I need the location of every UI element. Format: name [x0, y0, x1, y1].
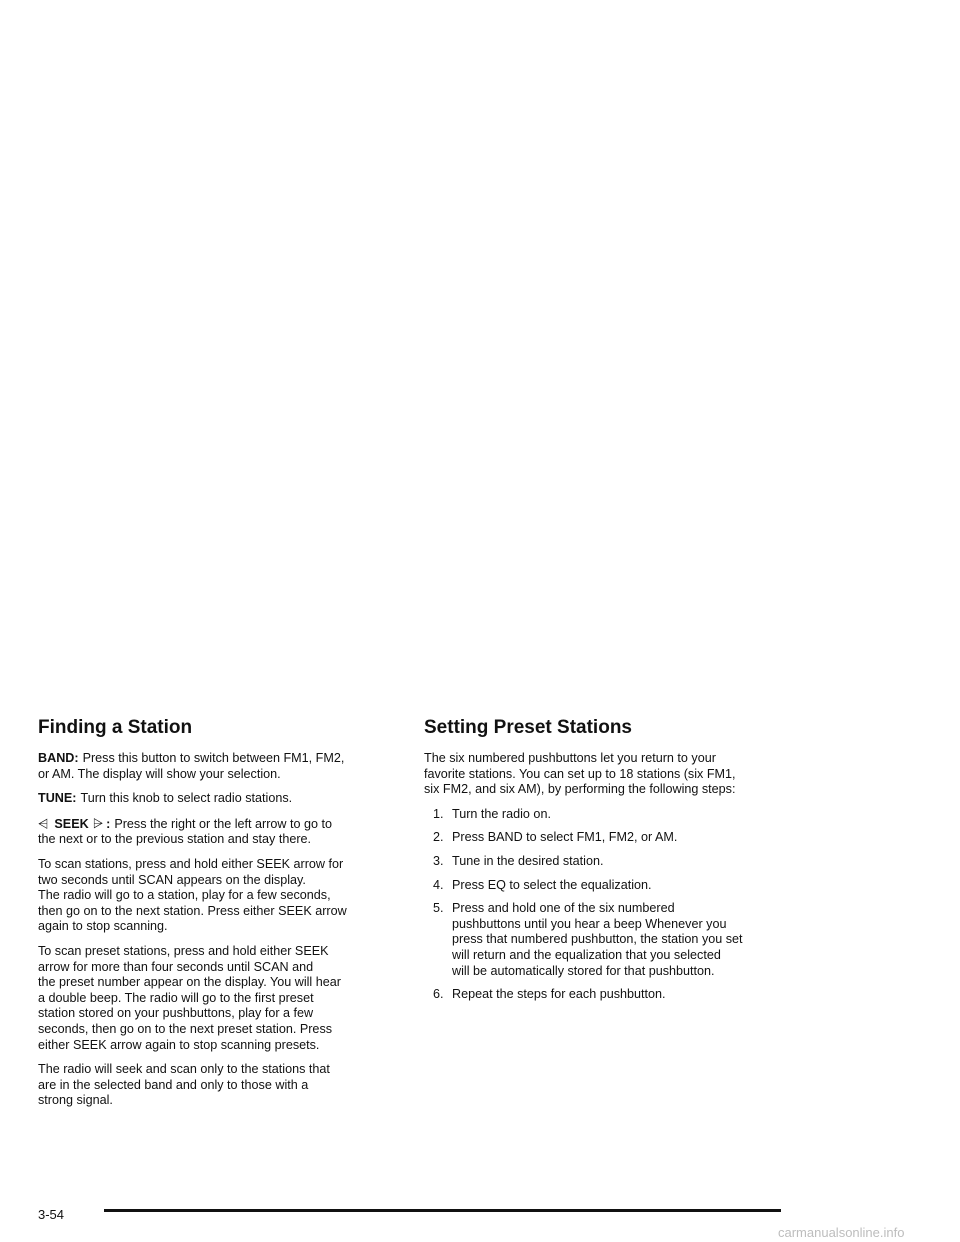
tune-label: TUNE:	[38, 791, 77, 806]
tune-paragraph	[38, 791, 398, 807]
step-number: 5.	[433, 901, 444, 916]
step-number: 1.	[433, 806, 444, 821]
step-text: Press EQ to select the equalization.	[452, 877, 652, 892]
step-text: Turn the radio on.	[452, 806, 551, 821]
tune-text: Turn this knob to select radio stations.	[80, 791, 293, 806]
preset-intro-paragraph: The six numbered pushbuttons let you return to your favorite stations. You can set up to 18 stations (six FM1, six FM2, and six AM), by performing the following steps:	[424, 751, 736, 797]
step-number: 3.	[433, 853, 444, 868]
step-text: Press and hold one of the six numbered pushbuttons until you hear a beep Whenever you press that numbered pushbutton, the station you set will return and the equalization that you selected will be automatically stored for that pushbutton.	[452, 901, 743, 978]
band-label: BAND:	[38, 751, 79, 765]
list-item	[433, 830, 796, 846]
step-text: Press BAND to select FM1, FM2, or AM.	[452, 830, 678, 845]
seek-label: SEEK	[54, 816, 89, 831]
seek-left-arrow-icon: ⩤	[38, 815, 49, 831]
step-text: Tune in the desired station.	[452, 853, 604, 868]
seek-paragraph	[38, 816, 398, 848]
finding-station-section	[38, 716, 398, 1118]
list-item	[433, 987, 796, 1003]
list-item	[433, 878, 796, 894]
section-heading-finding-station: Finding a Station	[38, 717, 193, 738]
preset-steps-list	[424, 807, 796, 1003]
watermark-text: carmanualsonline.info	[778, 1225, 905, 1240]
section-heading-preset-stations: Setting Preset Stations	[424, 717, 632, 738]
seek-text: Press the right or the left arrow to go to the next or to the previous station and stay there.	[38, 816, 333, 847]
seek-colon: :	[106, 816, 111, 831]
seek-right-arrow-icon: ⩥	[92, 815, 104, 831]
scan-presets-paragraph: To scan preset stations, press and hold either SEEK arrow for more than four seconds until SCAN and the preset number appear on the display. You will hear a double beep. The radio will go to the first preset station stored on your pushbuttons, play for a few seconds, then go on to the next preset station. Press either SEEK arrow again to stop scanning presets.	[38, 943, 341, 1052]
preset-stations-section	[424, 716, 796, 1011]
footer-divider	[104, 1209, 781, 1212]
band-text: Press this button to switch between FM1, FM2, or AM. The display will show your selection.	[38, 751, 345, 781]
step-number: 4.	[433, 877, 444, 892]
list-item	[433, 901, 796, 979]
step-text: Repeat the steps for each pushbutton.	[452, 987, 666, 1002]
list-item	[433, 807, 796, 823]
list-item	[433, 854, 796, 870]
band-paragraph	[38, 751, 398, 782]
step-number: 6.	[433, 987, 444, 1002]
step-number: 2.	[433, 830, 444, 845]
seek-scan-note-paragraph: The radio will seek and scan only to the stations that are in the selected band and only to those with a strong signal.	[38, 1062, 330, 1108]
page-number: 3-54	[38, 1207, 65, 1222]
scan-stations-paragraph: To scan stations, press and hold either SEEK arrow for two seconds until SCAN appears on the display. The radio will go to a station, play for a few seconds, then go on to the next station. Press either SEEK arrow again to stop scanning.	[38, 856, 347, 934]
